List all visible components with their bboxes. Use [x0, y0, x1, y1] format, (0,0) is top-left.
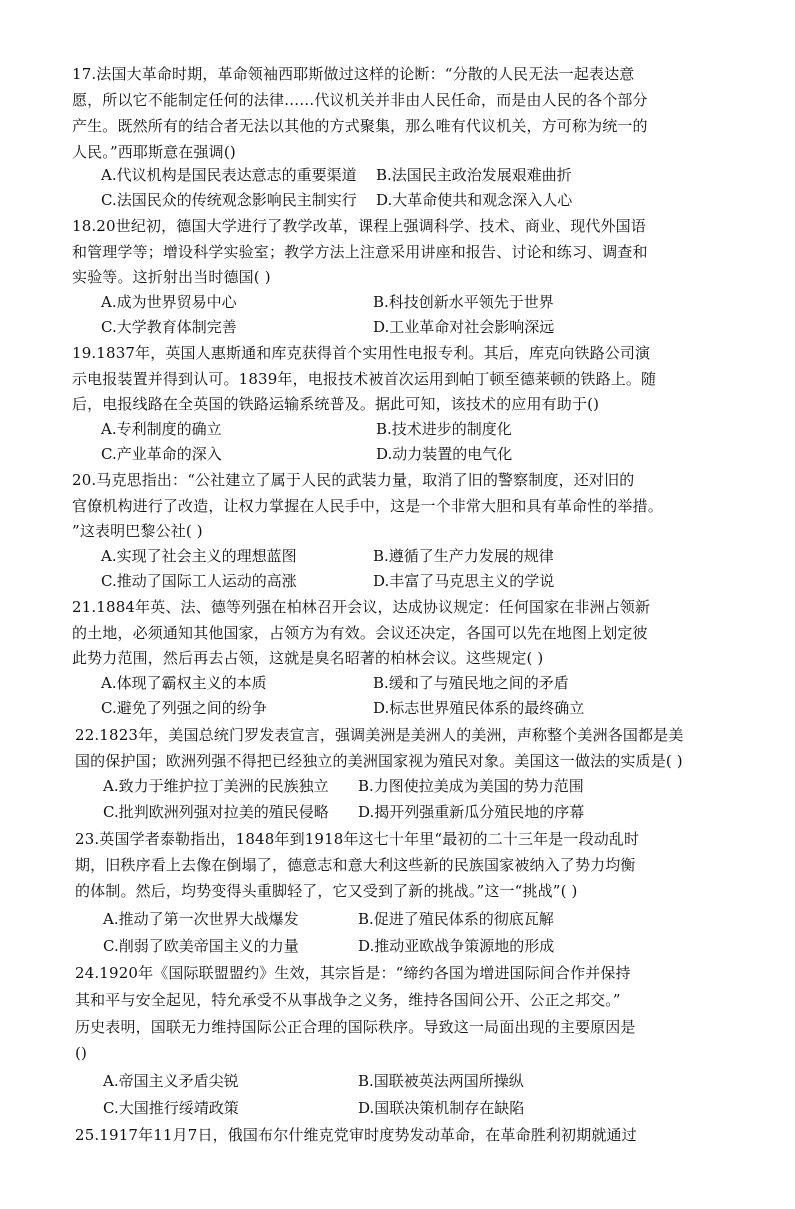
question-text-line: 此势力范围，然后再去占领，这就是臭名昭著的柏林会议。这些规定( )	[72, 649, 544, 667]
option-d: D.揭开列强重新瓜分殖民地的序幕	[358, 803, 585, 821]
question-text-line: 25.1917年11月7日，俄国布尔什维克党审时度势发动革命，在革命胜利初期就通过	[75, 1126, 637, 1144]
question-text-line: ()	[75, 1044, 88, 1062]
question-text-line: 历史表明，国联无力维持国际公正合理的国际秩序。导致这一局面出现的主要原因是	[75, 1018, 636, 1036]
option-b: B.促进了殖民体系的彻底瓦解	[358, 910, 554, 928]
option-a: A.致力于维护拉丁美洲的民族独立	[103, 777, 329, 795]
option-b: B.缓和了与殖民地之间的矛盾	[373, 674, 569, 692]
question-text-line: 22.1823年，美国总统门罗发表宣言，强调美洲是美洲人的美洲，声称整个美洲各国都是美	[75, 726, 684, 744]
option-b: B.法国民主政治发展艰难曲折	[376, 166, 572, 184]
question-text-line: 国的保护国；欧洲列强不得把已经独立的美洲国家视为殖民对象。美国这一做法的实质是( )	[75, 752, 683, 770]
question-text-line: ”这表明巴黎公社( )	[72, 522, 203, 540]
option-d: D.工业革命对社会影响深远	[373, 318, 555, 336]
option-d: D.推动亚欧战争策源地的形成	[358, 937, 555, 955]
question-text-line: 20.马克思指出：“公社建立了属于人民的武装力量，取消了旧的警察制度，还对旧的	[72, 471, 635, 489]
option-d: D.动力装置的电气化	[376, 445, 513, 463]
option-a: A.体现了霸权主义的本质	[101, 674, 267, 692]
question-text-line: 示电报装置并得到认可。1839年，电报技术被首次运用到帕丁顿至德莱顿的铁路上。随	[72, 370, 657, 388]
option-a: A.代议机构是国民表达意志的重要渠道	[101, 166, 357, 184]
question-text-line: 和管理学等；增设科学实验室；教学方法上注意采用讲座和报告、讨论和练习、调查和	[72, 243, 648, 261]
question-text-line: 人民。”西耶斯意在强调()	[72, 143, 236, 161]
question-text-line: 期，旧秩序看上去像在倒塌了，德意志和意大利这些新的民族国家被纳入了势力均衡	[75, 856, 636, 874]
question-text-line: 其和平与安全起见，特允承受不从事战争之义务，维持各国间公开、公正之邦交。”	[75, 991, 621, 1009]
option-d: D.国联决策机制存在缺陷	[358, 1099, 525, 1117]
question-text-line: 的体制。然后，均势变得头重脚轻了，它又受到了新的挑战。”这一“挑战”( )	[75, 882, 578, 900]
option-a: A.实现了社会主义的理想蓝图	[101, 547, 297, 565]
option-b: B.遵循了生产力发展的规律	[373, 547, 554, 565]
option-b: B.国联被英法两国所操纵	[358, 1072, 524, 1090]
question-text-line: 17.法国大革命时期，革命领袖西耶斯做过这样的论断：“分散的人民无法一起表达意	[72, 65, 635, 83]
question-text-line: 21.1884年英、法、德等列强在柏林召开会议，达成协议规定：任何国家在非洲占领新	[72, 598, 651, 616]
option-b: B.科技创新水平领先于世界	[373, 293, 554, 311]
question-text-line: 23.英国学者泰勒指出，1848年到1918年这七十年里“最初的二十三年是一段动乱时	[75, 830, 640, 848]
option-d: D.标志世界殖民体系的最终确立	[373, 699, 585, 717]
question-text-line: 官僚机构进行了改造，让权力掌握在人民手中，这是一个非常大胆和具有革命性的举措。	[72, 497, 663, 515]
question-text-line: 产生。既然所有的结合者无法以其他的方式聚集，那么唯有代议机关，方可称为统一的	[72, 117, 648, 135]
option-c: C.推动了国际工人运动的高涨	[101, 572, 297, 590]
question-text-line: 24.1920年《国际联盟盟约》生效，其宗旨是：“缔约各国为增进国际间合作并保持	[75, 964, 631, 982]
option-b: B.技术进步的制度化	[376, 420, 512, 438]
option-c: C.大学教育体制完善	[101, 318, 237, 336]
option-c: C.大国推行绥靖政策	[103, 1099, 239, 1117]
option-a: A.专利制度的确立	[101, 420, 222, 438]
question-text-line: 愿，所以它不能制定任何的法律……代议机关并非由人民任命，而是由人民的各个部分	[72, 91, 648, 109]
question-text-line: 的土地，必须通知其他国家，占领方为有效。会议还决定，各国可以先在地图上划定彼	[72, 624, 648, 642]
option-b: B.力图使拉美成为美国的势力范围	[358, 777, 584, 795]
option-c: C.批判欧洲列强对拉美的殖民侵略	[103, 803, 329, 821]
option-a: A.成为世界贸易中心	[101, 293, 237, 311]
option-c: C.削弱了欧美帝国主义的力量	[103, 937, 299, 955]
question-text-line: 18.20世纪初，德国大学进行了教学改革，课程上强调科学、技术、商业、现代外国语	[72, 217, 646, 235]
option-c: C.避免了列强之间的纷争	[101, 699, 267, 717]
question-text-line: 后，电报线路在全英国的铁路运输系统普及。据此可知，该技术的应用有助于()	[72, 395, 600, 413]
question-text-line: 实验等。这折射出当时德国( )	[72, 268, 271, 286]
option-a: A.推动了第一次世界大战爆发	[103, 910, 299, 928]
option-c: C.产业革命的深入	[101, 445, 222, 463]
option-d: D.丰富了马克思主义的学说	[373, 572, 555, 590]
question-text-line: 19.1837年，英国人惠斯通和库克获得首个实用性电报专利。其后，库克向铁路公司演	[72, 344, 651, 362]
option-a: A.帝国主义矛盾尖锐	[103, 1072, 239, 1090]
option-d: D.大革命使共和观念深入人心	[376, 191, 573, 209]
option-c: C.法国民众的传统观念影响民主制实行	[101, 191, 357, 209]
